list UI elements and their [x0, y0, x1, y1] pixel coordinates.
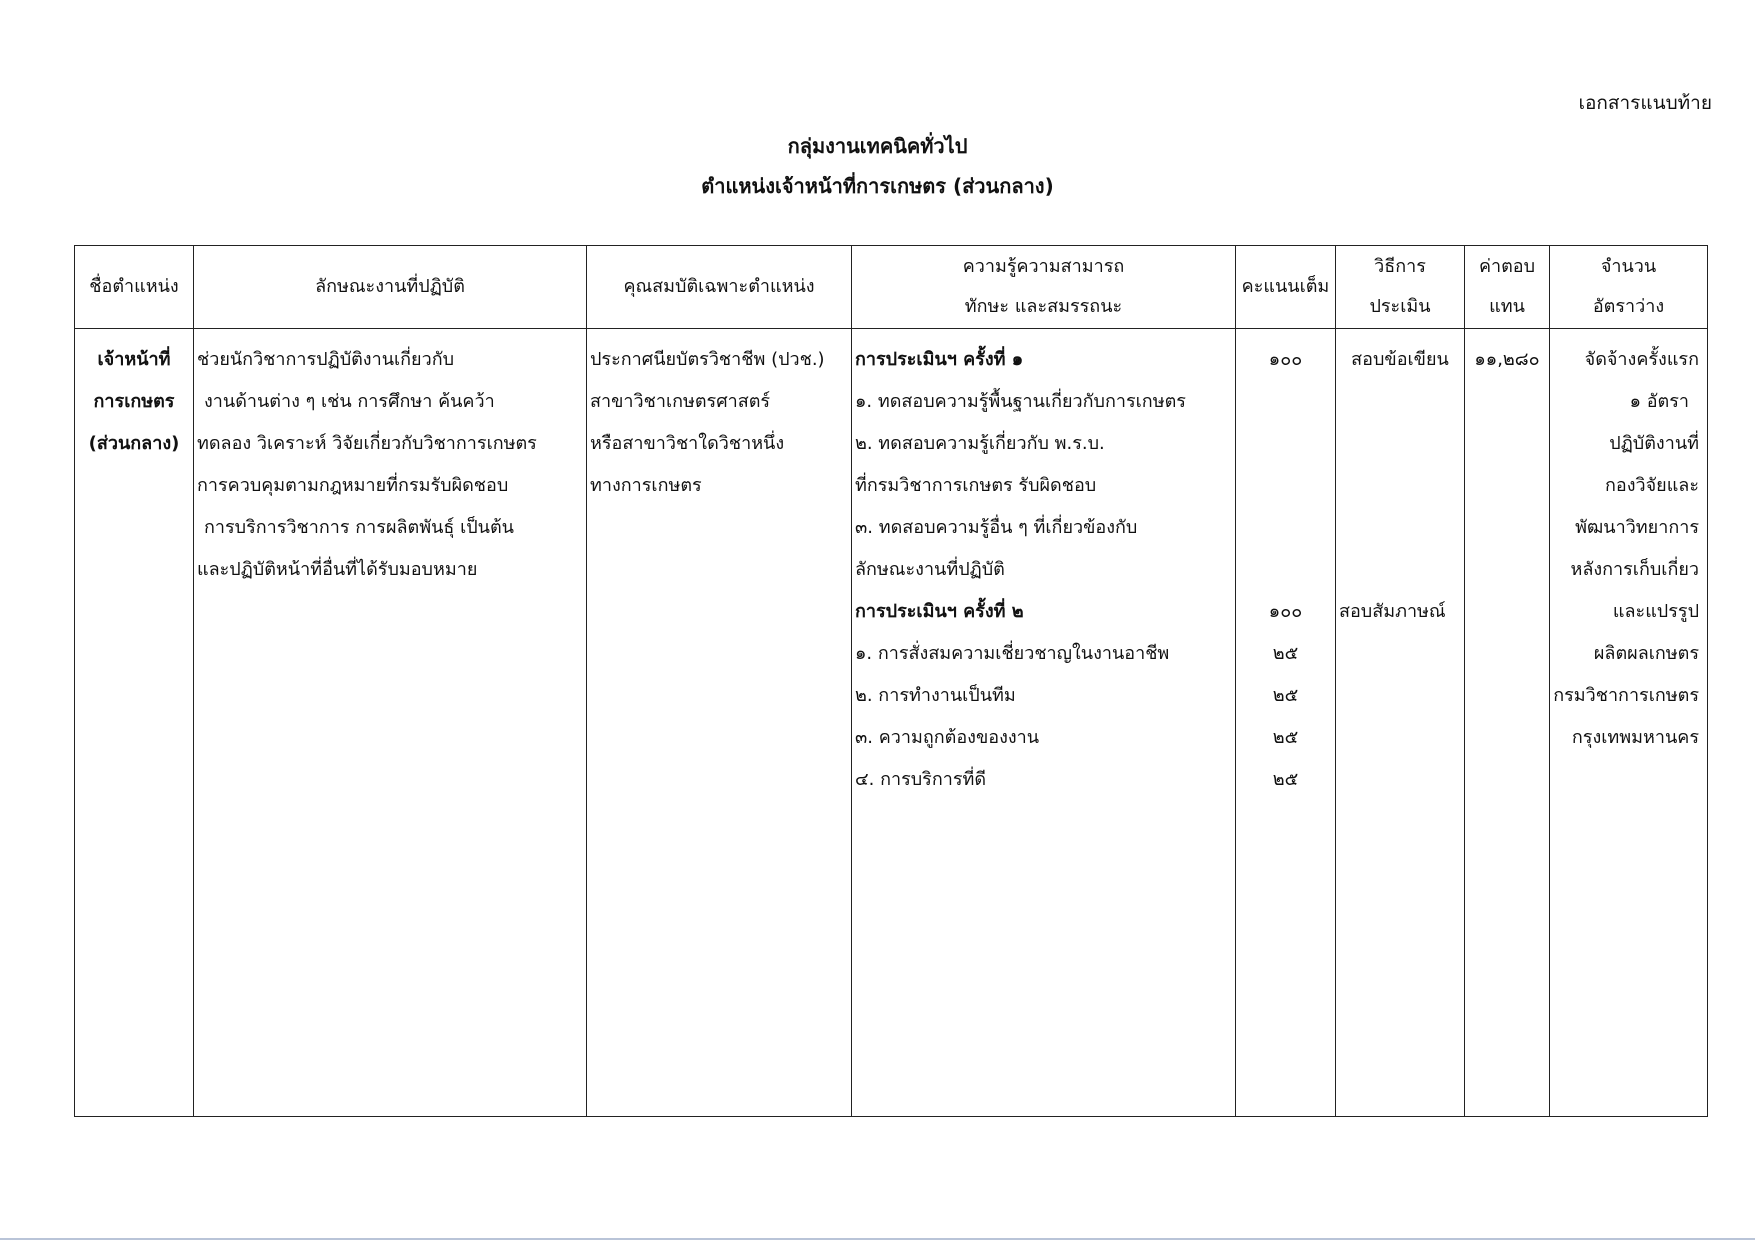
header-vacancy: จำนวน อัตราว่าง: [1550, 246, 1708, 329]
knowledge-line: ๓. ทดสอบความรู้อื่น ๆ ที่เกี่ยวข้องกับ: [855, 517, 1138, 538]
score-value: ๑๐๐: [1268, 349, 1303, 370]
score-value: ๒๕: [1272, 685, 1299, 706]
header-duties: ลักษณะงานที่ปฏิบัติ: [194, 246, 587, 329]
duty-line: การควบคุมตามกฎหมายที่กรมรับผิดชอบ: [197, 475, 509, 496]
vacancy-line: หลังการเก็บเกี่ยว: [1570, 559, 1699, 580]
knowledge-line: ๑. การสั่งสมความเชี่ยวชาญในงานอาชีพ: [855, 643, 1170, 664]
knowledge-line: ๑. ทดสอบความรู้พื้นฐานเกี่ยวกับการเกษตร: [855, 391, 1186, 412]
knowledge-line: ที่กรมวิชาการเกษตร รับผิดชอบ: [855, 475, 1097, 496]
pay-value: ๑๑,๒๘๐: [1474, 349, 1540, 370]
method-cell: [1336, 329, 1465, 1117]
knowledge-line: ลักษณะงานที่ปฏิบัติ: [855, 559, 1005, 580]
duty-line: ทดลอง วิเคราะห์ วิจัยเกี่ยวกับวิชาการเกษตร: [197, 433, 537, 454]
vacancy-line: และแปรรูป: [1612, 601, 1699, 622]
method-value: สอบสัมภาษณ์: [1339, 601, 1446, 622]
qualification-line: ทางการเกษตร: [590, 475, 702, 496]
qualification-line: สาขาวิชาเกษตรศาสตร์: [590, 391, 771, 412]
duty-line: และปฏิบัติหน้าที่อื่นที่ได้รับมอบหมาย: [197, 559, 478, 580]
duties-cell: [194, 329, 587, 1117]
position-name-cell: [75, 329, 194, 1117]
vacancy-line: พัฒนาวิทยาการ: [1575, 517, 1699, 538]
duty-line: การบริการวิชาการ การผลิตพันธุ์ เป็นต้น: [204, 517, 514, 538]
score-value: ๒๕: [1272, 643, 1299, 664]
qualification-line: หรือสาขาวิชาใดวิชาหนึ่ง: [590, 433, 785, 454]
score-value: ๒๕: [1272, 727, 1299, 748]
header-method: วิธีการ ประเมิน: [1336, 246, 1465, 329]
assessment-round-heading: การประเมินฯ ครั้งที่ ๒: [855, 601, 1024, 622]
vacancy-line: กรุงเทพมหานคร: [1571, 727, 1699, 748]
header-qualifications: คุณสมบัติเฉพาะตำแหน่ง: [587, 246, 852, 329]
table-row: [75, 329, 1708, 1117]
header-full-score: คะแนนเต็ม: [1236, 246, 1336, 329]
attachment-label: เอกสารแนบท้าย: [1578, 92, 1712, 114]
position-title: ตำแหน่งเจ้าหน้าที่การเกษตร (ส่วนกลาง): [701, 174, 1054, 198]
table-header-row: [75, 246, 1708, 329]
knowledge-line: ๒. ทดสอบความรู้เกี่ยวกับ พ.ร.บ.: [855, 433, 1105, 454]
header-pay: ค่าตอบ แทน: [1465, 246, 1550, 329]
position-name-line: เจ้าหน้าที่: [97, 349, 171, 370]
vacancy-cell: [1550, 329, 1708, 1117]
vacancy-line: ๑ อัตรา: [1629, 391, 1689, 412]
knowledge-line: ๓. ความถูกต้องของงาน: [855, 727, 1040, 748]
knowledge-line: ๔. การบริการที่ดี: [855, 769, 987, 790]
position-name-line: การเกษตร: [93, 391, 175, 412]
vacancy-line: ปฏิบัติงานที่: [1609, 433, 1699, 454]
vacancy-line: กรมวิชาการเกษตร: [1553, 685, 1699, 706]
position-name-line: (ส่วนกลาง): [88, 433, 180, 454]
qualification-line: ประกาศนียบัตรวิชาชีพ (ปวช.): [590, 349, 825, 370]
pay-cell: [1465, 329, 1550, 1117]
qualifications-cell: [587, 329, 852, 1117]
full-score-cell: [1236, 329, 1336, 1117]
assessment-round-heading: การประเมินฯ ครั้งที่ ๑: [855, 349, 1024, 370]
duty-line: งานด้านต่าง ๆ เช่น การศึกษา ค้นคว้า: [204, 391, 495, 412]
method-value: สอบข้อเขียน: [1351, 349, 1449, 370]
knowledge-line: ๒. การทำงานเป็นทีม: [855, 685, 1016, 706]
group-title: กลุ่มงานเทคนิคทั่วไป: [787, 134, 968, 158]
score-value: ๒๕: [1272, 769, 1299, 790]
header-knowledge: ความรู้ความสามารถ ทักษะ และสมรรถนะ: [852, 246, 1236, 329]
duty-line: ช่วยนักวิชาการปฏิบัติงานเกี่ยวกับ: [197, 349, 455, 370]
header-position-name: ชื่อตำแหน่ง: [75, 246, 194, 329]
score-value: ๑๐๐: [1268, 601, 1303, 622]
vacancy-line: จัดจ้างครั้งแรก: [1584, 349, 1699, 370]
vacancy-line: ผลิตผลเกษตร: [1593, 643, 1699, 664]
vacancy-line: กองวิจัยและ: [1605, 475, 1699, 496]
position-table: [74, 245, 1708, 1117]
knowledge-cell: [852, 329, 1236, 1117]
